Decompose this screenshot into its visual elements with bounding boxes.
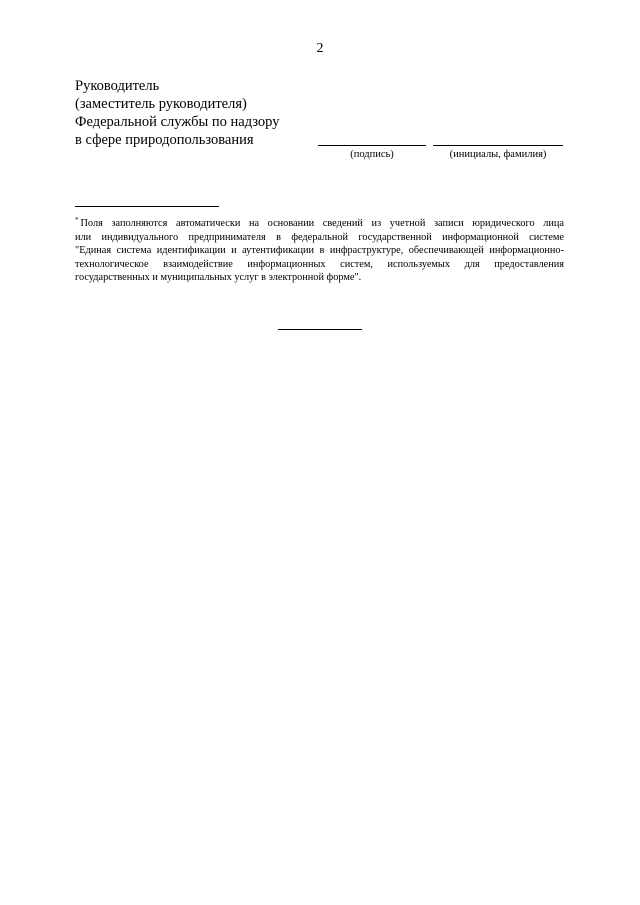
footnote-line: государственных и муниципальных услуг в электронной форме". [75,272,362,283]
signature-line [318,145,426,146]
signatory-line: Федеральной службы по надзору [75,114,280,130]
page-number: 2 [316,41,324,56]
footnote-line: технологическое взаимодействие информационных систем, используемых для предоставления [75,258,564,270]
footnote-separator [75,206,219,207]
name-caption: (инициалы, фамилия) [449,149,547,160]
signatory-title [75,77,279,149]
footnote-line [75,214,564,231]
signatory-line: (заместитель руководителя) [75,96,247,112]
footnote-text: Поля заполняются автоматически на основании сведений из учетной записи юридического лица [80,218,564,229]
footnote-line: или индивидуального предпринимателя в федеральной государственной информационной системе [75,231,564,243]
signatory-line: Руководитель [75,78,160,94]
footnote-line: "Единая система идентификации и аутентификации в инфраструктуре, обеспечивающей информационно- [75,245,564,256]
footnote-marker: * [75,216,79,224]
footnote [75,214,564,285]
end-separator [278,329,362,330]
signatory-line: в сфере природопользования [75,132,254,148]
name-line [433,145,563,146]
signature-caption: (подпись) [350,149,394,160]
